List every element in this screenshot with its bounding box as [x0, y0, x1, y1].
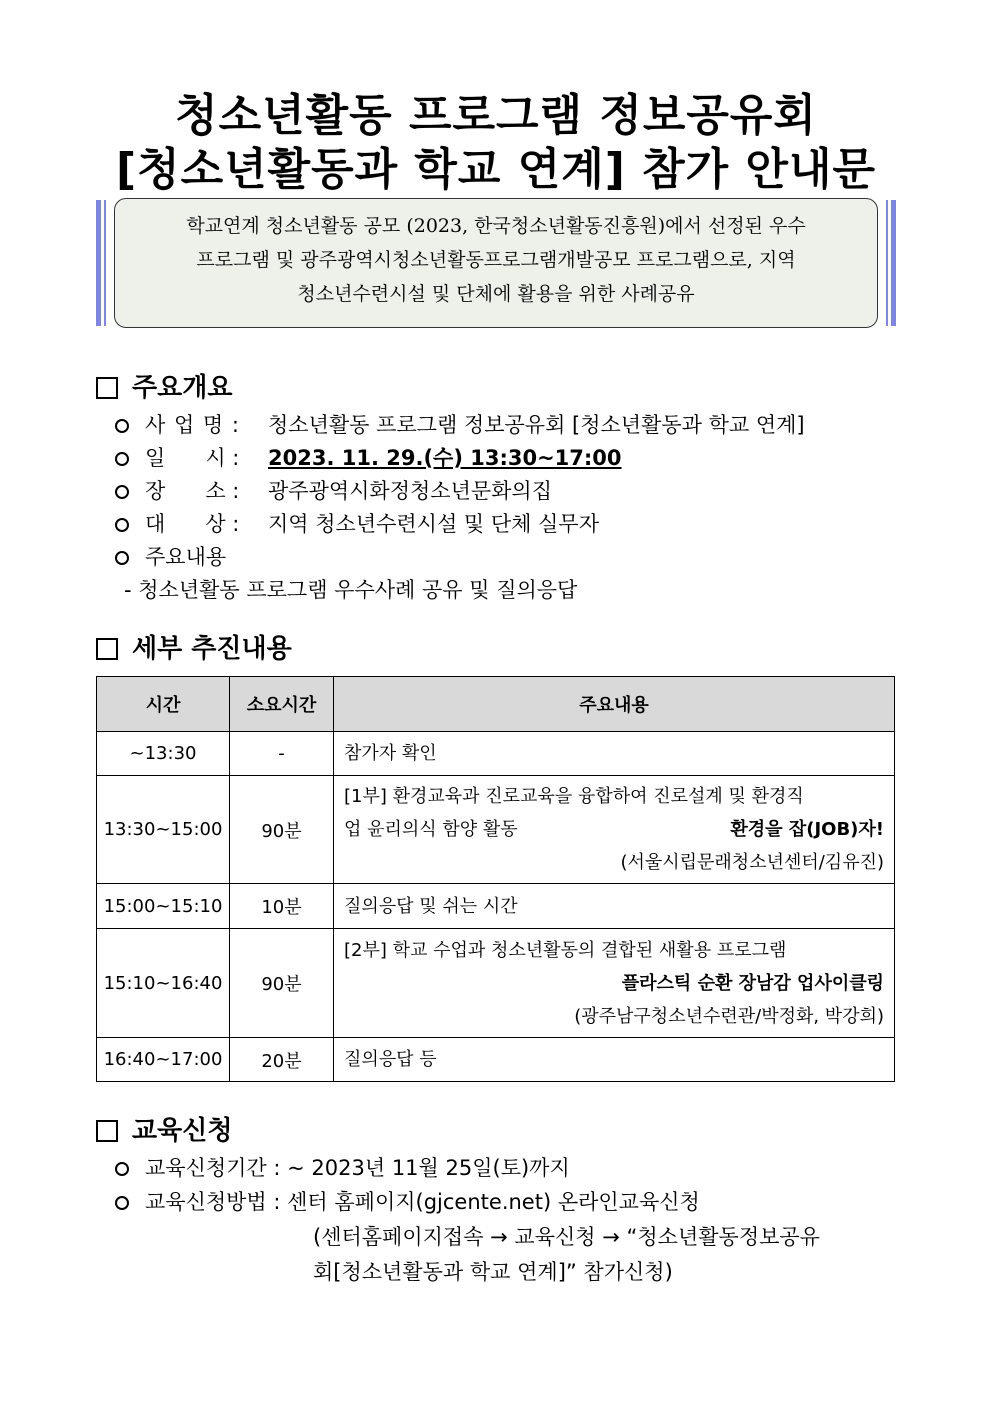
table-header-row [97, 677, 895, 732]
intro-box [114, 198, 878, 328]
overview-sub-item: - 청소년활동 프로그램 우수사례 공유 및 질의응답 [124, 578, 578, 602]
circle-bullet-icon [115, 419, 129, 433]
circle-bullet-icon [115, 518, 129, 532]
duration-cell: 20분 [230, 1038, 334, 1082]
column-header: 시간 [97, 677, 230, 732]
duration-cell: 90분 [230, 776, 334, 884]
apply-method-text: 교육신청방법 : 센터 홈페이지(gjcente.net) 온라인교육신청 [145, 1190, 700, 1214]
decor-bar [104, 200, 106, 326]
intro-line: 프로그램 및 광주광역시청소년활동프로그램개발공모 프로그램으로, 지역 [196, 249, 796, 271]
checkbox-square-icon [96, 377, 118, 399]
overview-value: 청소년활동 프로그램 정보공유회 [청소년활동과 학교 연계] [268, 413, 805, 437]
section-heading-text: 세부 추진내용 [132, 634, 292, 664]
overview-value: 광주광역시화정청소년문화의집 [268, 479, 553, 503]
content-line: [2부] 학교 수업과 청소년활동의 결합된 새활용 프로그램 [344, 939, 787, 961]
checkbox-square-icon [96, 1120, 118, 1142]
document-title-line1: 청소년활동 프로그램 정보공유회 [175, 90, 817, 141]
section-heading-overview [96, 372, 232, 404]
section-heading-details [96, 633, 292, 665]
column-header: 주요내용 [334, 677, 895, 732]
time-cell: ~13:30 [97, 732, 230, 776]
overview-item-content [115, 542, 226, 572]
content-line [344, 813, 884, 846]
table-row [97, 776, 895, 884]
overview-item-name [115, 410, 805, 440]
content-cell: 참가자 확인 [334, 732, 895, 776]
circle-bullet-icon [115, 1196, 129, 1210]
content-line: (광주남구청소년수련관/박정화, 박강희) [574, 1005, 884, 1027]
apply-method-detail: 회[청소년활동과 학교 연계]” 참가신청) [313, 1260, 673, 1284]
content-cell: 질의응답 및 쉬는 시간 [334, 884, 895, 929]
table-row [97, 1038, 895, 1082]
table-row [97, 732, 895, 776]
intro-line: 학교연계 청소년활동 공모 (2023, 한국청소년활동진흥원)에서 선정된 우수 [186, 215, 806, 237]
program-title: 플라스틱 순환 장남감 업사이클링 [621, 972, 884, 994]
table-row [97, 929, 895, 1038]
overview-value: 2023. 11. 29.(수) 13:30~17:00 [268, 446, 622, 470]
content-line: (서울시립문래청소년센터/김유진) [620, 852, 884, 873]
time-cell: 15:10~16:40 [97, 929, 230, 1038]
overview-item-place [115, 476, 552, 506]
circle-bullet-icon [115, 452, 129, 466]
duration-cell: 10분 [230, 884, 334, 929]
program-title: 환경을 잡(JOB)자! [730, 819, 884, 840]
decor-bar [891, 200, 896, 326]
content-line: [1부] 환경교육과 진로교육을 융합하여 진로설계 및 환경직 [344, 786, 804, 807]
circle-bullet-icon [115, 1162, 129, 1176]
apply-method [115, 1187, 700, 1217]
document-title-line2: [청소년활동과 학교 연계] 참가 안내문 [115, 144, 877, 195]
decor-bar [96, 200, 101, 326]
section-heading-apply [96, 1115, 232, 1147]
time-cell: 13:30~15:00 [97, 776, 230, 884]
circle-bullet-icon [115, 551, 129, 565]
content-cell [334, 776, 895, 884]
column-header: 소요시간 [230, 677, 334, 732]
schedule-table [96, 676, 895, 1082]
apply-method-detail: (센터홈페이지접속 → 교육신청 → “청소년활동정보공유 [313, 1225, 820, 1249]
table-row [97, 884, 895, 929]
overview-label: 장 소 : [145, 479, 240, 503]
intro-line: 청소년수련시설 및 단체에 활용을 위한 사례공유 [297, 283, 695, 305]
time-cell: 16:40~17:00 [97, 1038, 230, 1082]
section-heading-text: 주요개요 [132, 373, 233, 403]
overview-value: 지역 청소년수련시설 및 단체 실무자 [268, 512, 599, 536]
overview-label: 대 상 : [145, 512, 240, 536]
decor-bar [886, 200, 888, 326]
content-cell: 질의응답 등 [334, 1038, 895, 1082]
content-cell [334, 929, 895, 1038]
duration-cell: 90분 [230, 929, 334, 1038]
section-heading-text: 교육신청 [132, 1116, 233, 1146]
overview-item-target [115, 509, 599, 539]
overview-label: 일 시 : [145, 446, 240, 470]
circle-bullet-icon [115, 485, 129, 499]
intro-panel [96, 198, 896, 328]
apply-period [115, 1153, 570, 1183]
overview-label: 사 업 명 : [145, 413, 240, 437]
duration-cell: - [230, 732, 334, 776]
checkbox-square-icon [96, 638, 118, 660]
overview-label: 주요내용 [145, 545, 227, 569]
content-text: 업 윤리의식 함양 활동 [344, 819, 518, 840]
overview-item-date [115, 443, 622, 473]
time-cell: 15:00~15:10 [97, 884, 230, 929]
apply-period-text: 교육신청기간 : ~ 2023년 11월 25일(토)까지 [145, 1156, 570, 1180]
